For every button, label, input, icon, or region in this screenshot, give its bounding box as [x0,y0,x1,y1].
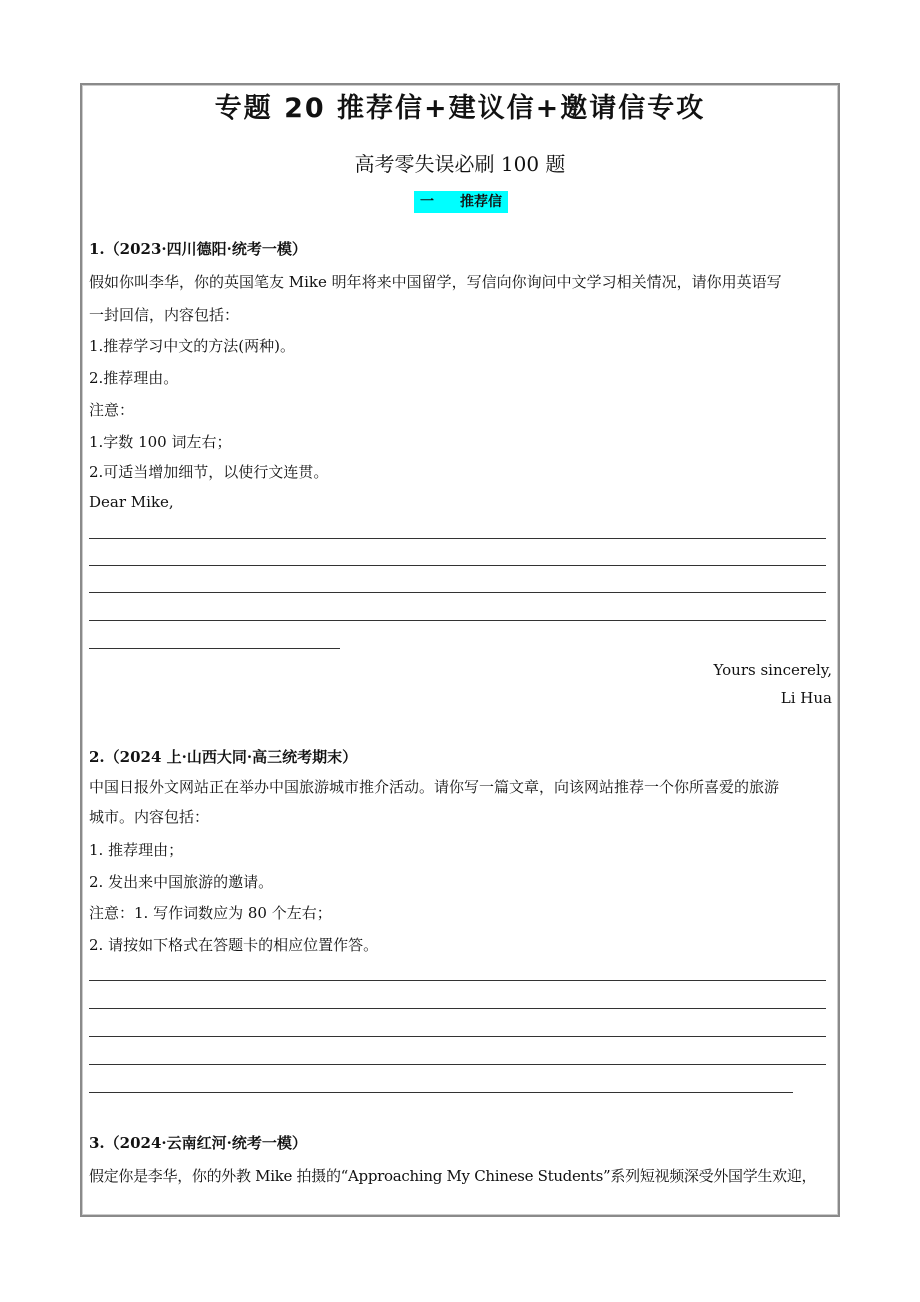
question-1-header: 1.（2023·四川德阳·统考一模） [89,240,307,258]
question-3-line: 假定你是李华，你的外教 Mike 拍摄的“Approaching My Chinese Students”系列短视频深受外国学生欢迎， [89,1167,817,1185]
question-2-line: 2. 发出来中国旅游的邀请。 [89,873,274,891]
answer-line [89,980,826,981]
question-1-line: 注意： [89,401,135,419]
question-1-line: 一封回信，内容包括： [89,306,240,324]
answer-line [89,648,340,649]
document-subtitle: 高考零失误必刷 100 题 [354,152,566,176]
question-1-salutation: Dear Mike, [89,493,174,511]
answer-line [89,592,826,593]
question-3-header: 3.（2024·云南红河·统考一模） [89,1134,307,1152]
answer-line [89,565,826,566]
question-2-line: 注意：1. 写作词数应为 80 个左右； [89,904,332,922]
answer-line [89,538,826,539]
answer-line [89,1008,826,1009]
section-label: 推荐信 [460,194,502,210]
question-1-line: 假如你叫李华，你的英国笔友 Mike 明年将来中国留学，写信向你询问中文学习相关情况，请你用英语写 [89,273,782,291]
question-1-line: 1.推荐学习中文的方法(两种)。 [89,337,296,355]
question-1-closing: Yours sincerely, [713,661,832,679]
answer-line [89,1064,826,1065]
question-1-line: 2.推荐理由。 [89,369,179,387]
answer-line [89,620,826,621]
question-2-header: 2.（2024 上·山西大同·高三统考期末） [89,748,358,766]
question-1-line: 1.字数 100 词左右； [89,433,232,451]
question-2-line: 中国日报外文网站正在举办中国旅游城市推介活动。请你写一篇文章，向该网站推荐一个你所喜爱的旅游 [89,778,780,796]
question-1-signature: Li Hua [780,689,832,707]
answer-line [89,1092,793,1093]
question-2-line: 1. 推荐理由； [89,841,184,859]
section-heading [414,191,508,213]
answer-line [89,1036,826,1037]
question-2-line: 城市。内容包括： [89,808,210,826]
section-number: 一 [420,194,434,210]
question-1-line: 2.可适当增加细节，以使行文连贯。 [89,463,329,481]
document-title: 专题 20 推荐信+建议信+邀请信专攻 [214,93,706,124]
question-2-line: 2. 请按如下格式在答题卡的相应位置作答。 [89,936,379,954]
